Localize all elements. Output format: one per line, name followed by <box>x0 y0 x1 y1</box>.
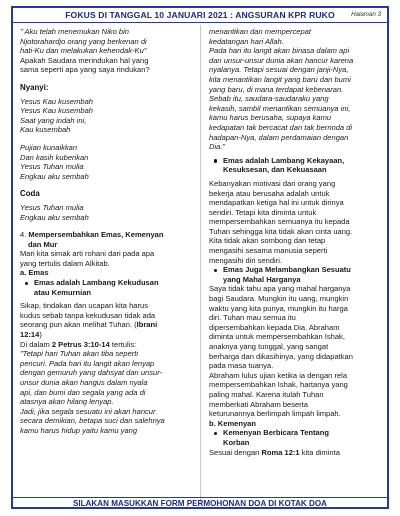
quote-line: Njotorahardjo orang yang berkenan di <box>20 36 147 46</box>
song-line: Dan kasih kuberikan <box>20 152 89 162</box>
quote-line: hati-Ku dan melakukan kehendak-Ku" <box>20 46 147 56</box>
body-line: memberkati Abraham beserta <box>209 399 308 409</box>
body-line: Abraham lulus ujian ketika ia dengan rela <box>209 370 348 380</box>
quote-line: nyalanya. Tetapi sesuai dengan janji-Nya, <box>209 65 349 75</box>
quote-line: unsur dunia akan hangus dalam nyala <box>20 378 148 387</box>
song-line: Yesus Kau kusembah <box>20 96 93 106</box>
subsection-b: b. Kemenyan <box>209 418 256 428</box>
scripture-ref: 12:14 <box>20 330 40 340</box>
song-line: Engkau aku sembah <box>20 212 89 222</box>
song-line: Yesus Tuhan mulia <box>20 162 84 172</box>
body-text: ) <box>39 330 42 340</box>
page-footer <box>13 497 387 509</box>
quote-line: yang baru, di mana terdapat kebenaran. <box>209 84 344 94</box>
body-line: Mari kita simak arti rohani dari pada apa <box>20 249 155 259</box>
section-number: 4. <box>20 230 29 240</box>
body-line: Apakah Saudara merindukan hal yang <box>20 55 149 65</box>
body-line: mengasihi sesama manusia seperti <box>209 246 328 256</box>
coda-heading: Coda <box>20 189 40 199</box>
body-line: mempersembahkan Ishak, hartanya yang <box>209 380 348 390</box>
quote-line: menantikan dan mempercepat <box>209 27 311 36</box>
bullet-heading: Kemenyan Berbicara Tentang <box>209 428 385 438</box>
body-line: mendapatkan ketiga hal ini untuk dirinya <box>209 198 344 208</box>
quote-line: atasnya akan hilang lenyap. <box>20 397 114 407</box>
page-number: Halaman 3 <box>351 11 381 18</box>
body-line: berharga dan dikasihinya, yang didapatkan <box>209 351 353 361</box>
nyanyi-heading: Nyanyi: <box>20 82 49 92</box>
header-title: FOKUS DI TANGGAL 10 JANUARI 2021 : ANGSURAN KPR RUKO <box>65 10 335 20</box>
body-line: diri. Tuhan mau semua itu <box>209 313 296 323</box>
footer-text: SILAKAN MASUKKAN FORM PERMOHONAN DOA DI KOTAK DOA <box>72 499 328 508</box>
quote-line: kedapatan tak bercacat dan tak bernoda di <box>209 122 353 132</box>
subsection-a: a. Emas <box>20 268 49 278</box>
body-line: pada masa tuanya. <box>209 361 274 371</box>
song-line: Yesus Kau kusembah <box>20 106 93 116</box>
left-column <box>20 27 195 436</box>
body-line <box>20 340 195 350</box>
scripture-ref: Roma 12:1 <box>261 447 300 457</box>
body-line: paling mahal. Karena itulah Tuhan <box>209 389 324 399</box>
section-4-title <box>20 230 195 240</box>
quote-line: dan unsur-unsur dunia akan hancur karena <box>209 55 354 65</box>
column-divider <box>200 25 201 503</box>
bullet-heading: Emas Juga Melambangkan Sesuatu <box>209 265 385 275</box>
body-text: tertulis: <box>109 339 137 349</box>
body-line: Tuhan sehingga kita tidak akan cinta uang. <box>209 226 353 236</box>
body-line: keturunannya berlimpah limpah limpah. <box>209 409 341 419</box>
body-line <box>20 320 195 330</box>
song-line: Pujian kunaikkan <box>20 142 78 152</box>
body-line: anaknya yang tunggal, yang sangat <box>209 342 329 351</box>
body-line: Sikap, tindakan dan ucapan kita harus <box>20 301 148 311</box>
scripture-ref: 2 Petrus 3:10-14 <box>51 339 110 349</box>
page-header <box>13 8 387 23</box>
quote-line: kekasih, sambil menantikan semuanya ini, <box>209 103 351 113</box>
quote-line: kedatangan hari Allah. <box>209 36 284 46</box>
body-text: Di dalam <box>20 339 52 349</box>
page-frame <box>11 6 389 509</box>
body-line: kudus sebab tanpa kekudusan tidak ada <box>20 310 156 320</box>
bullet-heading: Emas adalah Lambang Kekayaan, <box>209 156 385 166</box>
body-line: Saya tidak tahu apa yang mahal harganya <box>209 284 351 294</box>
section-title: Mempersembahkan Emas, Kemenyan <box>28 230 164 240</box>
body-line: sama seperti apa yang saya rindukan? <box>20 65 150 75</box>
body-line: mengasihi diri sendiri. <box>209 255 282 265</box>
song-line: Engkau aku sembah <box>20 171 89 181</box>
body-line: diminta untuk mempersembahkan Ishak, <box>209 332 345 342</box>
body-line: sendiri. Tetapi kita diminta untuk <box>209 207 317 217</box>
quote-line: Sebab itu, saudara-saudaraku yang <box>209 94 329 104</box>
song-line: Yesus Tuhan mulia <box>20 202 84 212</box>
body-line: dipersembahkan kepada Dia. Abraham <box>209 322 340 332</box>
bullet-heading-cont: atau Kemurnian <box>34 287 92 297</box>
quote-line: hadapan-Nya, dalam perdamaian dengan <box>209 132 349 142</box>
quote-line: kamu harus hidup yaitu kamu yang <box>20 425 138 435</box>
bullet-heading-cont: Kesuksesan, dan Kekuasaan <box>223 165 327 175</box>
body-line: mempersembahkan semuanya itu kepada <box>209 217 350 227</box>
quote-line: secara demikian, betapa suci dan salehnya <box>20 416 165 426</box>
quote-line: Jadi, jika segala sesuatu ini akan hancur <box>20 406 156 416</box>
bullet-heading-cont: yang Mahal Harganya <box>223 274 301 284</box>
quote-line: pencuri. Pada hari itu langit akan lenyap <box>20 358 155 368</box>
quote-line: dengan gemuruh yang dahsyat dan unsur- <box>20 368 163 378</box>
bullet-heading-cont: Korban <box>223 437 250 447</box>
body-text: Sesuai dengan <box>209 447 262 457</box>
section-title-cont: dan Mur <box>28 239 58 249</box>
quote-line: Dia." <box>209 142 226 152</box>
quote-line: " Aku telah menemukan Niko bin <box>20 27 129 36</box>
quote-line: kamu harus berusaha, supaya kamu <box>209 113 332 123</box>
song-line: Kau kusembah <box>20 125 71 135</box>
body-line: yang tertulis dalam Alkitab. <box>20 258 110 268</box>
bullet-heading: Emas adalah Lambang Kekudusan <box>20 278 195 288</box>
body-line: bekerja atau berusaha adalah untuk <box>209 188 330 198</box>
body-line: bagi Saudara. Mungkin itu uang, mungkin <box>209 294 349 304</box>
song-line: Saat yang indah ini, <box>20 115 87 125</box>
body-line: waktu yang kita punya, mungkin itu harga <box>209 303 348 313</box>
scripture-ref: Ibrani <box>136 320 158 330</box>
body-line <box>209 448 385 458</box>
body-text: kita diminta <box>299 447 340 457</box>
quote-line: Pada hari itu langit akan binasa dalam api <box>209 46 350 56</box>
quote-line: "Tetapi hari Tuhan akan tiba seperti <box>20 349 139 359</box>
right-column <box>209 27 385 457</box>
quote-line: kita menantikan langit yang baru dan bumi <box>209 74 351 84</box>
body-line: Kita tidak akan sombong dan tetap <box>209 236 326 246</box>
body-line: Kebanyakan motivasi dari orang yang <box>209 178 336 188</box>
quote-line: api, dan bumi dan segala yang ada di <box>20 387 146 397</box>
body-line <box>20 330 195 340</box>
body-text: seorang pun akan melihat Tuhan. ( <box>20 320 137 330</box>
